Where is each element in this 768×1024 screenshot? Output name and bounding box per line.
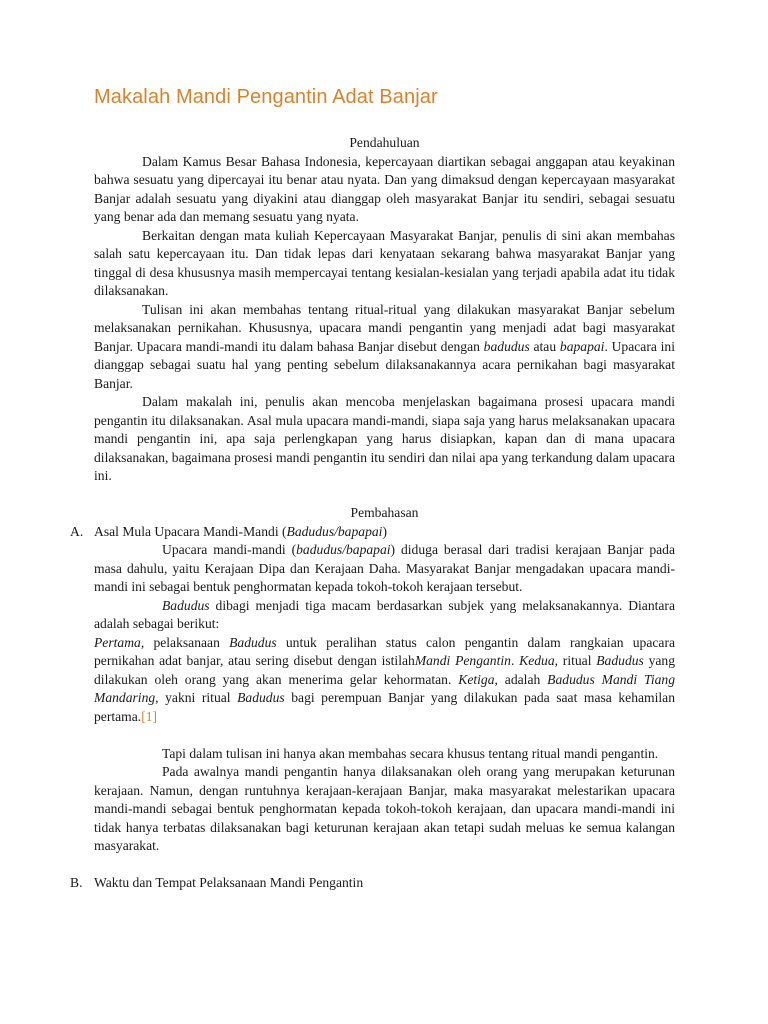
subheading-a: A. Asal Mula Upacara Mandi-Mandi (Badudus/bapapai)	[70, 523, 387, 539]
paragraph: Dalam makalah ini, penulis akan mencoba menjelaskan bagaimana prosesi upacara mandi pengantin itu dilaksanakan. Asal mula upacara mandi-mandi, siapa saja yang harus melaksanakan upacara mandi pengantin ini, apa saja perlengkapan yang harus disiapkan, kapan dan di mana upacara dilaksanakan, bagaimana prosesi mandi pengantin itu sendiri dan nilai apa yang terkandung dalam upacara ini.	[94, 394, 675, 483]
paragraph: Pertama, pelaksanaan Badudus untuk peralihan status calon pengantin dalam rangkaian upacara pernikahan adat banjar, atau sering disebut dengan istilahMandi Pengantin. Kedua, ritual Badudus yang dilakukan oleh orang yang akan menerima gelar kehormatan. Ketiga, adalah Badudus Mandi Tiang Mandaring, yakni ritual Badudus bagi perempuan Banjar yang dilakukan pada saat masa kehamilan pertama.[1]	[94, 634, 676, 724]
subheading-b: B. Waktu dan Tempat Pelaksanaan Mandi Pengantin	[70, 875, 364, 890]
document-title: Makalah Mandi Pengantin Adat Banjar	[94, 86, 438, 108]
document-body	[70, 134, 676, 893]
paragraph: Badudus dibagi menjadi tiga macam berdasarkan subjek yang melaksanakannya. Diantara adalah sebagai berikut:	[94, 597, 675, 631]
paragraph: Upacara mandi-mandi (badudus/bapapai) diduga berasal dari tradisi kerajaan Banjar pada masa dahulu, yaitu Kerajaan Dipa dan Kerajaan Daha. Masyarakat Banjar mengadakan upacara mandi-mandi ini sebagai bentuk penghormatan kepada tokoh-tokoh kerajaan tersebut.	[94, 542, 675, 594]
section-heading-pembahasan: Pembahasan	[350, 505, 419, 520]
footnote-link[interactable]: [1]	[141, 708, 158, 724]
paragraph: Tapi dalam tulisan ini hanya akan membahas secara khusus tentang ritual mandi pengantin.	[162, 745, 659, 761]
paragraph: Berkaitan dengan mata kuliah Kepercayaan Masyarakat Banjar, penulis di sini akan membahas salah satu kepercayaan itu. Dan tidak lepas dari kenyataan sekarang bahwa masyarakat Banjar yang tinggal di desa khususnya masih mempercayai tentang kesialan-kesialan yang terjadi apabila adat itu tidak dilaksanakan.	[94, 227, 675, 298]
paragraph: Tulisan ini akan membahas tentang ritual-ritual yang dilakukan masyarakat Banjar sebelum melaksanakan pernikahan. Khususnya, upacara mandi pengantin yang menjadi adat bagi masyarakat Banjar. Upacara mandi-mandi itu dalam bahasa Banjar disebut dengan badudus atau bapapai. Upacara ini dianggap sebagai suatu hal yang penting sebelum dilaksanakannya acara pernikahan bagi masyarakat Banjar.	[94, 301, 675, 391]
section-heading-pendahuluan: Pendahuluan	[349, 135, 420, 150]
paragraph: Pada awalnya mandi pengantin hanya dilaksanakan oleh orang yang merupakan keturunan kerajaan. Namun, dengan runtuhnya kerajaan-kerajaan Banjar, maka masyarakat melestarikan upacara mandi-mandi sebagai bentuk penghormatan kepada tokoh-tokoh kerajaan, dan upacara mandi-mandi ini tidak hanya terbatas dilaksanakan bagi keturunan kerajaan akan tetapi sudah meluas ke semua kalangan masyarakat.	[94, 764, 675, 853]
paragraph: Dalam Kamus Besar Bahasa Indonesia, kepercayaan diartikan sebagai anggapan atau keyakinan bahwa sesuatu yang dipercayai itu benar atau nyata. Dan yang dimaksud dengan kepercayaan masyarakat Banjar adalah sesuatu yang diyakini atau dianggap oleh masyarakat Banjar itu sendiri, sebagai sesuatu yang benar ada dan memang sesuatu yang nyata.	[94, 153, 675, 224]
